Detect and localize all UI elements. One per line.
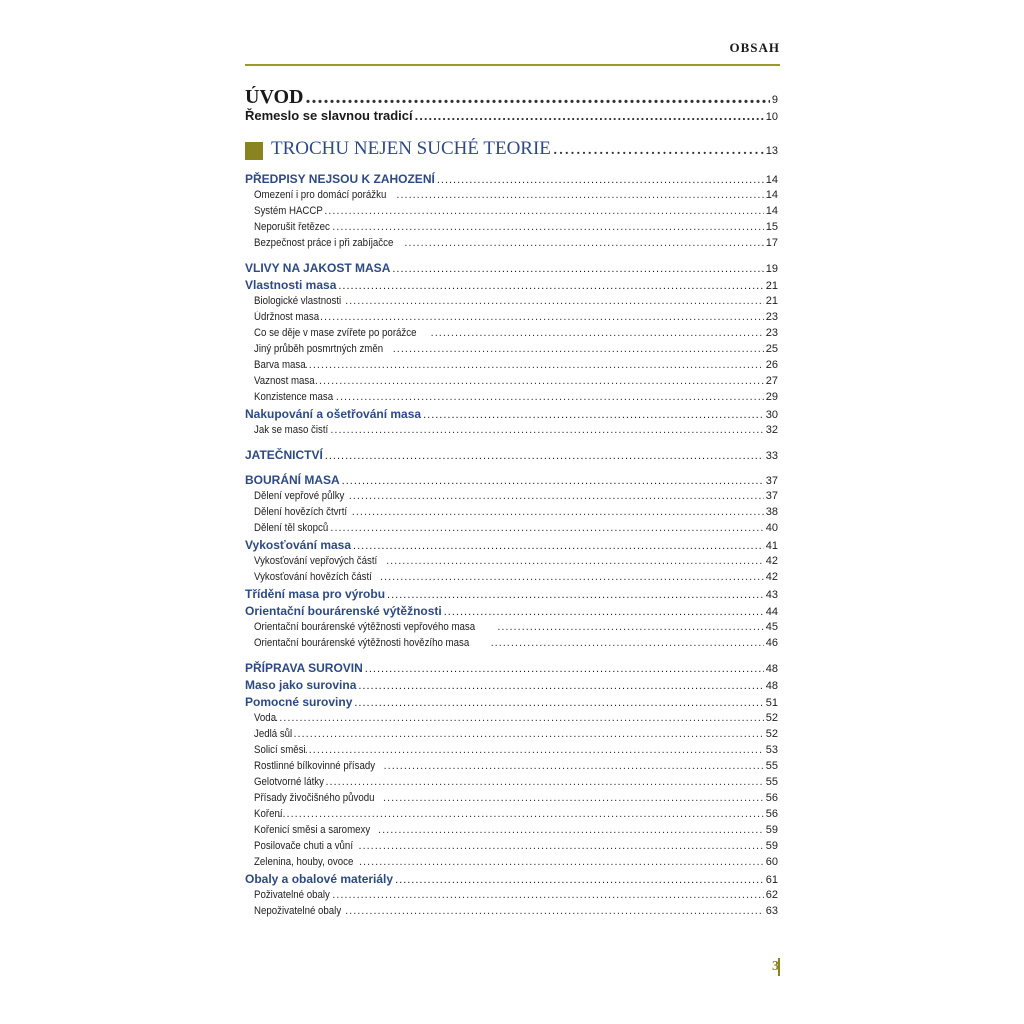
toc-leader-dots bbox=[354, 697, 763, 709]
toc-entry-sub[interactable] bbox=[245, 824, 778, 840]
toc-entry-page: 37 bbox=[765, 490, 778, 502]
toc-leader-dots bbox=[336, 391, 764, 403]
toc-entry-chapter[interactable] bbox=[245, 661, 778, 678]
part-marker-square bbox=[245, 142, 263, 160]
toc-leader-dots bbox=[320, 311, 764, 323]
toc-entry-page: 62 bbox=[765, 889, 778, 901]
toc-leader-dots bbox=[289, 728, 763, 740]
toc-entry-sub[interactable] bbox=[245, 311, 778, 327]
toc-leader-dots bbox=[330, 522, 763, 534]
toc-entry-sub[interactable] bbox=[245, 490, 778, 506]
toc-entry-title: Rostlinné bílkovinné přísady bbox=[254, 760, 376, 772]
toc-entry-page: 37 bbox=[765, 475, 778, 487]
toc-entry-page: 38 bbox=[765, 506, 778, 518]
toc-leader-dots bbox=[324, 205, 764, 217]
toc-entry-section[interactable] bbox=[245, 695, 778, 712]
toc-entry-page: 51 bbox=[765, 697, 778, 709]
toc-entry-page: 56 bbox=[765, 792, 778, 804]
toc-entry-title: Jak se maso čistí bbox=[254, 424, 329, 436]
toc-entry-title: Neporušit řetězec bbox=[254, 221, 330, 233]
toc-entry-sub[interactable] bbox=[245, 295, 778, 311]
toc-entry-title: Orientační bourárenské výtěžnosti vepřového masa bbox=[254, 621, 476, 633]
toc-entry-title: BOURÁNÍ MASA bbox=[245, 473, 340, 487]
toc-entry-sub[interactable] bbox=[245, 424, 778, 440]
toc-entry-sub[interactable] bbox=[245, 621, 778, 637]
toc-entry-sub[interactable] bbox=[245, 391, 778, 407]
toc-leader-dots bbox=[359, 840, 764, 852]
toc-entry-section[interactable] bbox=[245, 587, 778, 604]
toc-entry-title: Konzistence masa bbox=[254, 391, 334, 403]
toc-leader-dots bbox=[305, 359, 764, 371]
toc-entry-page: 59 bbox=[765, 824, 778, 836]
toc-entry-page: 15 bbox=[765, 221, 778, 233]
toc-entry-page: 21 bbox=[765, 280, 778, 292]
toc-leader-dots bbox=[271, 712, 764, 724]
toc-entry-sub[interactable] bbox=[245, 522, 778, 538]
toc-leader-dots bbox=[423, 409, 764, 421]
toc-entry-page: 40 bbox=[765, 522, 778, 534]
toc-entry-section[interactable] bbox=[245, 538, 778, 555]
toc-entry-page: 52 bbox=[765, 728, 778, 740]
toc-entry-sub[interactable] bbox=[245, 375, 778, 391]
toc-leader-dots bbox=[305, 744, 764, 756]
toc-entry-chapter[interactable] bbox=[245, 473, 778, 490]
toc-leader-dots bbox=[353, 540, 764, 552]
toc-entry-title: TROCHU NEJEN SUCHÉ TEORIE bbox=[271, 138, 551, 159]
toc-entry-chapter[interactable] bbox=[245, 172, 778, 189]
toc-entry-title: Pomocné suroviny bbox=[245, 695, 353, 709]
toc-entry-page: 14 bbox=[765, 174, 778, 186]
toc-entry-title: Omezení i pro domácí porážku bbox=[254, 189, 387, 201]
toc-entry-page: 41 bbox=[765, 540, 778, 552]
toc-entry-title: Orientační bourárenské výtěžnosti hovězího masa bbox=[254, 637, 470, 649]
toc-entry-sub[interactable] bbox=[245, 343, 778, 359]
toc-leader-dots bbox=[415, 108, 764, 123]
toc-leader-dots bbox=[345, 295, 764, 307]
toc-leader-dots bbox=[345, 905, 764, 917]
toc-entry-sub[interactable] bbox=[245, 792, 778, 808]
toc-entry-page: 14 bbox=[765, 205, 778, 217]
toc-entry-page: 55 bbox=[765, 776, 778, 788]
toc-entry-sub[interactable] bbox=[245, 808, 778, 824]
toc-leader-dots bbox=[358, 680, 763, 692]
toc-entry-section[interactable] bbox=[245, 407, 778, 424]
toc-leader-dots bbox=[386, 555, 764, 567]
toc-entry-page: 53 bbox=[765, 744, 778, 756]
toc-entry-page: 48 bbox=[765, 680, 778, 692]
toc-entry-title: Gelotvorné látky bbox=[254, 776, 324, 788]
toc-leader-dots bbox=[497, 621, 763, 633]
toc-leader-dots bbox=[332, 889, 764, 901]
toc-leader-dots bbox=[392, 263, 763, 275]
toc-entry-title: Přísady živočišného původu bbox=[254, 792, 375, 804]
toc-entry-section[interactable] bbox=[245, 678, 778, 695]
toc-entry-intro-sub[interactable] bbox=[245, 108, 778, 126]
toc-leader-dots bbox=[393, 343, 764, 355]
toc-entry-title: Koření bbox=[254, 808, 283, 820]
toc-entry-title: Vykosťování hovězích částí bbox=[254, 571, 372, 583]
toc-leader-dots bbox=[431, 327, 764, 339]
toc-entry-page: 17 bbox=[765, 237, 778, 249]
toc-entry-title: Kořenicí směsi a saromexy bbox=[254, 824, 371, 836]
toc-entry-intro[interactable] bbox=[245, 86, 778, 108]
toc-entry-title: Co se děje v mase zvířete po porážce bbox=[254, 327, 417, 339]
toc-entry-page: 25 bbox=[765, 343, 778, 355]
toc-entry-sub[interactable] bbox=[245, 506, 778, 522]
toc-entry-title: Nepoživatelné obaly bbox=[254, 905, 342, 917]
toc-entry-sub[interactable] bbox=[245, 760, 778, 776]
toc-entry-title: Vykosťování masa bbox=[245, 538, 352, 552]
page-number: 3 bbox=[772, 959, 779, 974]
toc-leader-dots bbox=[278, 808, 763, 820]
toc-entry-page: 61 bbox=[765, 874, 778, 886]
toc-leader-dots bbox=[553, 138, 764, 160]
toc-entry-title: VLIVY NA JAKOST MASA bbox=[245, 261, 391, 275]
toc-entry-page: 9 bbox=[771, 94, 778, 106]
toc-leader-dots bbox=[378, 824, 764, 836]
toc-entry-sub[interactable] bbox=[245, 327, 778, 343]
toc-entry-page: 23 bbox=[765, 311, 778, 323]
toc-entry-section[interactable] bbox=[245, 278, 778, 295]
toc-leader-dots bbox=[342, 475, 764, 487]
toc-entry-title: Vykosťování vepřových částí bbox=[254, 555, 378, 567]
toc-entry-sub[interactable] bbox=[245, 840, 778, 856]
toc-leader-dots bbox=[352, 506, 764, 518]
toc-entry-title: Solicí směsi bbox=[254, 744, 306, 756]
toc-entry-sub[interactable] bbox=[245, 555, 778, 571]
toc-entry-page: 55 bbox=[765, 760, 778, 772]
toc-entry-sub[interactable] bbox=[245, 728, 778, 744]
toc-entry-sub[interactable] bbox=[245, 776, 778, 792]
toc-entry-page: 42 bbox=[765, 555, 778, 567]
toc-entry-title: Zelenina, houby, ovoce bbox=[254, 856, 354, 868]
toc-leader-dots bbox=[332, 221, 764, 233]
toc-entry-title: Dělení těl skopců bbox=[254, 522, 329, 534]
toc-entry-sub[interactable] bbox=[245, 237, 778, 253]
toc-leader-dots bbox=[437, 174, 764, 186]
toc-entry-sub[interactable] bbox=[245, 744, 778, 760]
toc-entry-title: Maso jako surovina bbox=[245, 678, 357, 692]
toc-leader-dots bbox=[387, 589, 764, 601]
toc-entry-page: 56 bbox=[765, 808, 778, 820]
toc-entry-sub[interactable] bbox=[245, 221, 778, 237]
toc-entry-page: 48 bbox=[765, 663, 778, 675]
toc-entry-sub[interactable] bbox=[245, 637, 778, 653]
toc-entry-page: 60 bbox=[765, 856, 778, 868]
toc-entry-sub[interactable] bbox=[245, 359, 778, 375]
toc-entry-title: Vlastnosti masa bbox=[245, 278, 337, 292]
toc-leader-dots bbox=[349, 490, 764, 502]
toc-entry-page: 42 bbox=[765, 571, 778, 583]
toc-entry-title: JATEČNICTVÍ bbox=[245, 448, 323, 462]
table-of-contents bbox=[245, 86, 778, 921]
toc-leader-dots bbox=[395, 874, 764, 886]
toc-entry-title: Voda bbox=[254, 712, 277, 724]
toc-entry-title: Barva masa bbox=[254, 359, 306, 371]
toc-entry-page: 27 bbox=[765, 375, 778, 387]
toc-entry-page: 23 bbox=[765, 327, 778, 339]
toc-entry-page: 30 bbox=[765, 409, 778, 421]
toc-leader-dots bbox=[444, 606, 764, 618]
toc-entry-page: 14 bbox=[765, 189, 778, 201]
running-header: OBSAH bbox=[729, 40, 780, 55]
toc-entry-sub[interactable] bbox=[245, 189, 778, 205]
toc-entry-sub[interactable] bbox=[245, 205, 778, 221]
toc-leader-dots bbox=[325, 450, 764, 462]
toc-leader-dots bbox=[359, 856, 764, 868]
toc-entry-page: 33 bbox=[765, 450, 778, 462]
toc-entry-title: Biologické vlastnosti bbox=[254, 295, 342, 307]
toc-leader-dots bbox=[365, 663, 764, 675]
toc-entry-title: Systém HACCP bbox=[254, 205, 323, 217]
toc-leader-dots bbox=[306, 86, 770, 108]
toc-leader-dots bbox=[338, 280, 763, 292]
toc-leader-dots bbox=[330, 424, 763, 436]
toc-leader-dots bbox=[396, 189, 763, 201]
toc-entry-page: 13 bbox=[765, 145, 778, 157]
toc-entry-page: 29 bbox=[765, 391, 778, 403]
toc-entry-title: Obaly a obalové materiály bbox=[245, 872, 394, 886]
toc-entry-title: Bezpečnost práce i při zabíjačce bbox=[254, 237, 394, 249]
toc-entry-title: Nakupování a ošetřování masa bbox=[245, 407, 422, 421]
toc-entry-page: 46 bbox=[765, 637, 778, 649]
toc-entry-page: 63 bbox=[765, 905, 778, 917]
toc-entry-chapter[interactable] bbox=[245, 448, 778, 465]
toc-entry-title: Vaznost masa bbox=[254, 375, 315, 387]
toc-entry-title: Řemeslo se slavnou tradicí bbox=[245, 108, 413, 123]
toc-entry-page: 44 bbox=[765, 606, 778, 618]
toc-entry-sub[interactable] bbox=[245, 571, 778, 587]
toc-entry-page: 32 bbox=[765, 424, 778, 436]
toc-entry-page: 43 bbox=[765, 589, 778, 601]
toc-entry-title: Dělení hovězích čtvrtí bbox=[254, 506, 348, 518]
toc-entry-page: 59 bbox=[765, 840, 778, 852]
toc-entry-page: 19 bbox=[765, 263, 778, 275]
toc-entry-sub[interactable] bbox=[245, 889, 778, 905]
toc-entry-title: PŘÍPRAVA SUROVIN bbox=[245, 661, 363, 675]
toc-entry-title: Třídění masa pro výrobu bbox=[245, 587, 386, 601]
toc-leader-dots bbox=[383, 792, 764, 804]
header-rule bbox=[245, 64, 780, 66]
toc-entry-title: Orientační bourárenské výtěžnosti bbox=[245, 604, 442, 618]
toc-entry-page: 26 bbox=[765, 359, 778, 371]
toc-entry-page: 21 bbox=[765, 295, 778, 307]
toc-entry-sub[interactable] bbox=[245, 905, 778, 921]
toc-leader-dots bbox=[380, 571, 764, 583]
toc-entry-title: Poživatelné obaly bbox=[254, 889, 330, 901]
toc-entry-section[interactable] bbox=[245, 872, 778, 889]
toc-entry-sub[interactable] bbox=[245, 712, 778, 728]
toc-entry-chapter[interactable] bbox=[245, 261, 778, 278]
toc-entry-title: ÚVOD bbox=[245, 86, 304, 108]
toc-entry-page: 52 bbox=[765, 712, 778, 724]
toc-entry-title: Jedlá sůl bbox=[254, 728, 293, 740]
toc-leader-dots bbox=[491, 637, 764, 649]
toc-entry-page: 10 bbox=[765, 111, 778, 123]
toc-entry-title: PŘEDPISY NEJSOU K ZAHOZENÍ bbox=[245, 172, 435, 186]
toc-leader-dots bbox=[325, 776, 763, 788]
toc-leader-dots bbox=[384, 760, 764, 772]
toc-entry-sub[interactable] bbox=[245, 856, 778, 872]
toc-entry-title: Dělení vepřové půlky bbox=[254, 490, 345, 502]
toc-entry-page: 45 bbox=[765, 621, 778, 633]
toc-leader-dots bbox=[315, 375, 764, 387]
toc-entry-title: Údržnost masa bbox=[254, 311, 320, 323]
toc-entry-title: Posilovače chuti a vůní bbox=[254, 840, 354, 852]
toc-entry-part[interactable] bbox=[245, 138, 778, 164]
toc-entry-section[interactable] bbox=[245, 604, 778, 621]
toc-leader-dots bbox=[404, 237, 763, 249]
toc-entry-title: Jiný průběh posmrtných změn bbox=[254, 343, 384, 355]
